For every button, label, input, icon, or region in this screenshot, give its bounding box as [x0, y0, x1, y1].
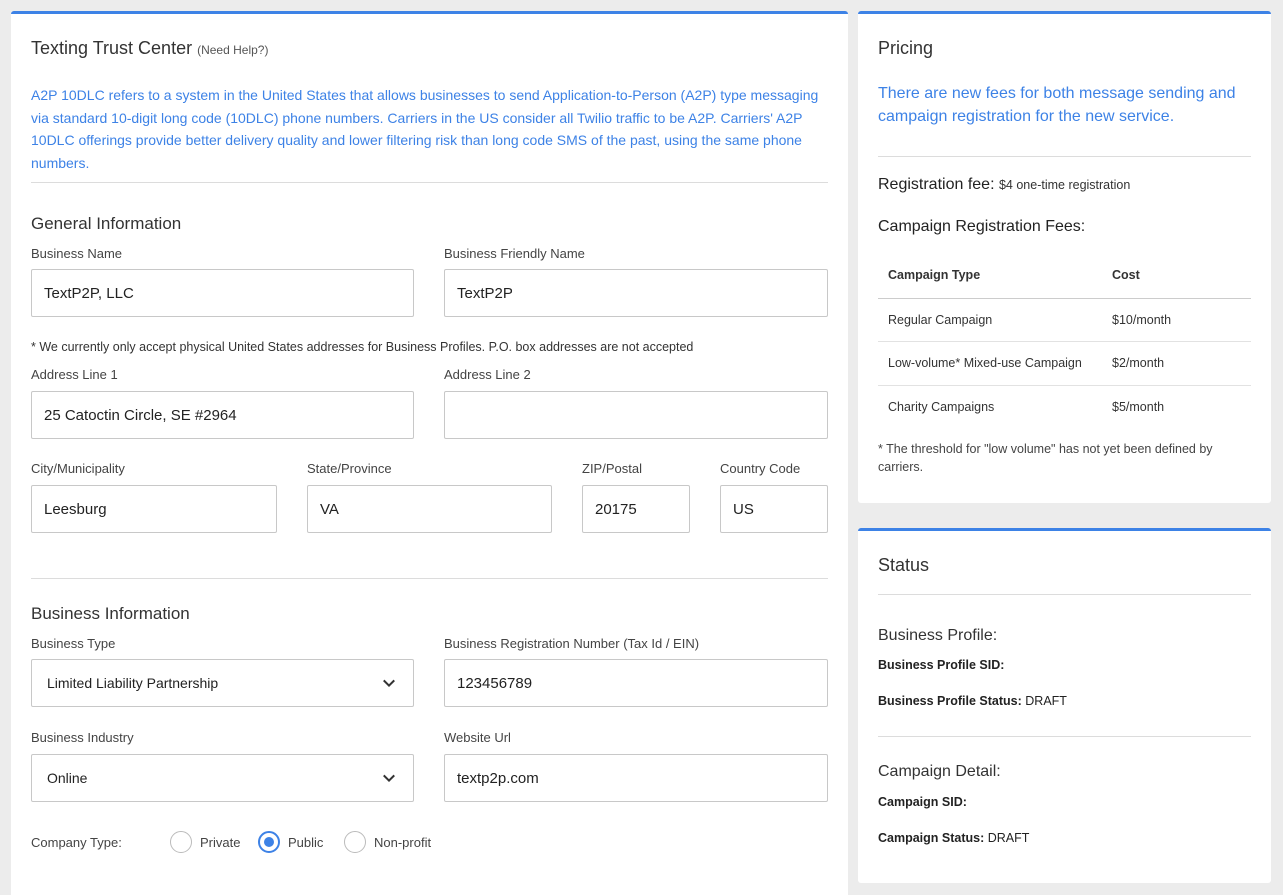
table-row — [878, 342, 1251, 386]
table-row — [878, 385, 1251, 429]
campaign-type-cell: Charity Campaigns — [888, 400, 995, 414]
divider — [31, 578, 828, 579]
business-type-value: Limited Liability Partnership — [47, 675, 219, 691]
campaign-type-cell: Low-volume* Mixed-use Campaign — [878, 342, 1102, 386]
campaign-fees-table — [878, 252, 1251, 429]
address-line-1-input[interactable]: 25 Catoctin Circle, SE #2964 — [31, 391, 414, 439]
address-note: * We currently only accept physical United States addresses for Business Profiles. P.O. box addresses are not accepted — [31, 340, 694, 354]
campaign-sid — [878, 795, 967, 809]
campaign-status-value: DRAFT — [987, 831, 1030, 845]
zip-input[interactable]: 20175 — [582, 485, 690, 533]
registration-fee — [878, 176, 1130, 194]
company-type-private-radio[interactable] — [170, 831, 240, 853]
pricing-title: Pricing — [878, 38, 934, 58]
website-url-label: Website Url — [444, 730, 511, 745]
column-header-cost: Cost — [1102, 252, 1251, 298]
company-type-public-radio[interactable] — [258, 831, 323, 853]
state-input[interactable]: VA — [307, 485, 552, 533]
campaign-status-label: Campaign Status: — [878, 831, 985, 845]
business-industry-select[interactable] — [31, 754, 414, 802]
campaign-status — [878, 831, 1029, 845]
divider — [878, 594, 1251, 595]
company-type-label: Company Type: — [31, 835, 122, 850]
business-profile-status-value: DRAFT — [1025, 694, 1067, 708]
business-profile-status-label: Business Profile Status: — [878, 694, 1022, 708]
company-type-nonprofit-radio[interactable] — [344, 831, 431, 853]
address-line-2-input[interactable] — [444, 391, 828, 439]
pricing-intro: There are new fees for both message sending and campaign registration for the new service. — [878, 85, 1236, 125]
business-profile-sid-label: Business Profile SID: — [878, 658, 1005, 672]
status-card — [858, 528, 1271, 883]
business-profile-title: Business Profile: — [878, 627, 998, 644]
radio-circle — [170, 831, 192, 853]
business-type-select[interactable] — [31, 659, 414, 707]
table-row — [878, 298, 1251, 342]
chevron-down-icon — [380, 674, 398, 692]
campaign-fees-title: Campaign Registration Fees: — [878, 218, 1086, 235]
city-input[interactable]: Leesburg — [31, 485, 277, 533]
campaign-sid-label: Campaign SID: — [878, 795, 967, 809]
registration-number-label: Business Registration Number (Tax Id / EIN) — [444, 636, 700, 651]
website-url-input[interactable]: textp2p.com — [444, 754, 828, 802]
radio-label-private: Private — [200, 834, 241, 850]
divider — [31, 182, 828, 183]
city-label: City/Municipality — [31, 461, 125, 476]
need-help-link[interactable]: (Need Help?) — [197, 43, 269, 57]
cost-cell: $2/month — [1102, 342, 1251, 386]
cost-cell: $10/month — [1102, 298, 1251, 342]
registration-fee-label: Registration fee: — [878, 176, 995, 193]
general-information-title: General Information — [31, 214, 182, 233]
radio-circle — [344, 831, 366, 853]
campaign-type-cell: Regular Campaign — [878, 298, 1102, 342]
business-industry-value: Online — [47, 770, 88, 786]
friendly-name-input[interactable]: TextP2P — [444, 269, 828, 317]
chevron-down-icon — [380, 769, 398, 787]
business-name-label: Business Name — [31, 246, 123, 261]
business-industry-label: Business Industry — [31, 730, 134, 745]
business-profile-sid — [878, 658, 1004, 672]
address-line-2-label: Address Line 2 — [444, 367, 531, 382]
intro-text: A2P 10DLC refers to a system in the United States that allows businesses to send Application-to-Person (A2P) type messaging via standard 10-digit long code (10DLC) phone numbers. Carriers in the US consider all Twilio traffic to be A2P. Carriers' A2P 10DLC offerings provide better delivery quality and lower filtering risk than long code SMS of the past, using the same phone numbers. — [31, 87, 819, 171]
business-name-input[interactable]: TextP2P, LLC — [31, 269, 414, 317]
radio-label-public: Public — [288, 834, 324, 850]
state-label: State/Province — [307, 461, 392, 476]
campaign-detail-title: Campaign Detail: — [878, 763, 1001, 780]
pricing-card — [858, 11, 1271, 503]
page-title — [31, 38, 268, 59]
texting-trust-center-card — [11, 11, 848, 895]
page-title-text: Texting Trust Center — [31, 38, 193, 58]
registration-fee-value: $4 one-time registration — [998, 178, 1131, 192]
country-code-input[interactable]: US — [720, 485, 828, 533]
status-title: Status — [878, 555, 930, 575]
column-header-campaign-type: Campaign Type — [878, 252, 1102, 298]
business-information-title: Business Information — [31, 604, 190, 623]
address-line-1-label: Address Line 1 — [31, 367, 118, 382]
business-type-label: Business Type — [31, 636, 116, 651]
country-code-label: Country Code — [720, 461, 801, 476]
radio-circle-selected — [258, 831, 280, 853]
divider — [878, 736, 1251, 737]
table-header-row — [878, 252, 1251, 298]
friendly-name-label: Business Friendly Name — [444, 246, 585, 261]
divider — [878, 156, 1251, 157]
business-profile-status — [878, 694, 1067, 708]
radio-label-nonprofit: Non-profit — [374, 834, 432, 850]
low-volume-footnote: * The threshold for "low volume" has not yet been defined by carriers. — [878, 442, 1213, 474]
zip-label: ZIP/Postal — [582, 461, 642, 476]
cost-cell: $5/month — [1112, 400, 1165, 414]
registration-number-input[interactable]: 123456789 — [444, 659, 828, 707]
